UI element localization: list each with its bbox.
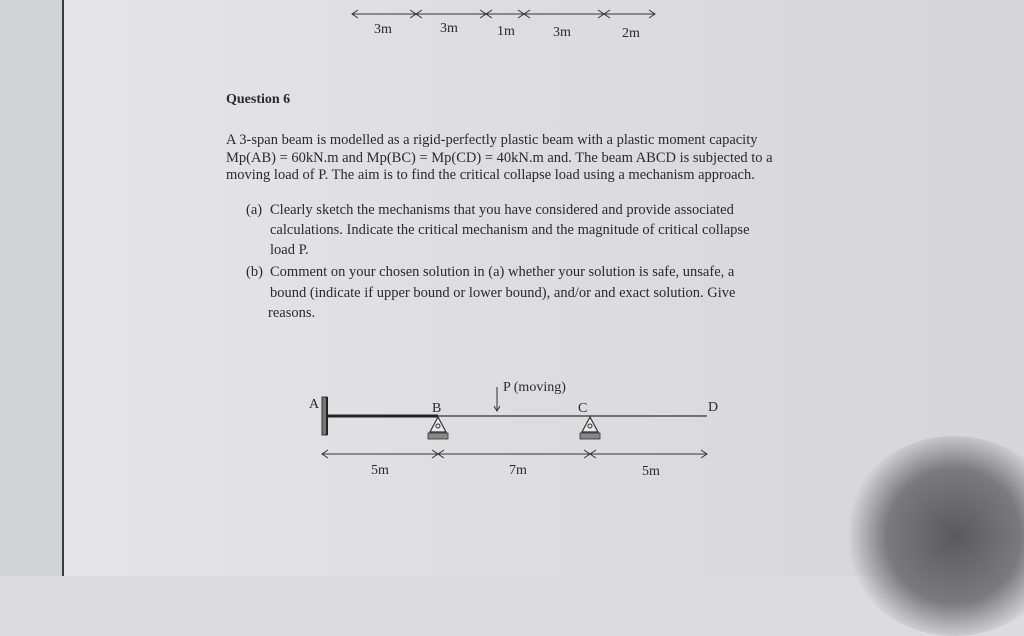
point-label-a: A	[309, 397, 320, 412]
question-line-2: Mp(AB) = 60kN.m and Mp(BC) = Mp(CD) = 40kN.m and. The beam ABCD is subjected to a	[226, 150, 773, 166]
part-b-line-2: bound (indicate if upper bound or lower bound), and/or and exact solution. Give	[270, 285, 736, 301]
top-dim-4: 3m	[553, 25, 571, 40]
part-a-line-3: load P.	[270, 242, 309, 258]
top-dim-5: 2m	[622, 26, 640, 41]
bottom-dimension-line	[322, 450, 707, 458]
question-line-1: A 3-span beam is modelled as a rigid-perfectly plastic beam with a plastic moment capacity	[226, 132, 758, 148]
fixed-support-a	[322, 397, 327, 435]
part-a-line-1: Clearly sketch the mechanisms that you have considered and provide associated	[270, 202, 734, 218]
part-a-line-2: calculations. Indicate the critical mechanism and the magnitude of critical collapse	[270, 222, 750, 238]
roller-support-b	[428, 417, 448, 439]
point-label-b: B	[432, 401, 442, 416]
load-label: P (moving)	[503, 380, 566, 395]
load-arrow	[494, 387, 500, 411]
span-label-ab: 5m	[371, 463, 389, 478]
part-b-line-3: reasons.	[268, 305, 316, 321]
top-dim-1: 3m	[374, 22, 392, 37]
part-b-line-1: Comment on your chosen solution in (a) whether your solution is safe, unsafe, a	[270, 264, 735, 280]
top-dim-3: 1m	[497, 24, 515, 39]
span-label-bc: 7m	[509, 463, 527, 478]
question-title: Question 6	[226, 92, 291, 107]
roller-support-c	[580, 417, 600, 439]
point-label-d: D	[708, 400, 719, 415]
question-line-3: moving load of P. The aim is to find the critical collapse load using a mechanism approach.	[226, 167, 755, 183]
top-dim-2: 3m	[440, 21, 458, 36]
point-label-c: C	[578, 401, 588, 416]
span-label-cd: 5m	[642, 464, 660, 479]
part-b-label: (b)	[246, 264, 263, 280]
part-a-label: (a)	[246, 202, 263, 218]
